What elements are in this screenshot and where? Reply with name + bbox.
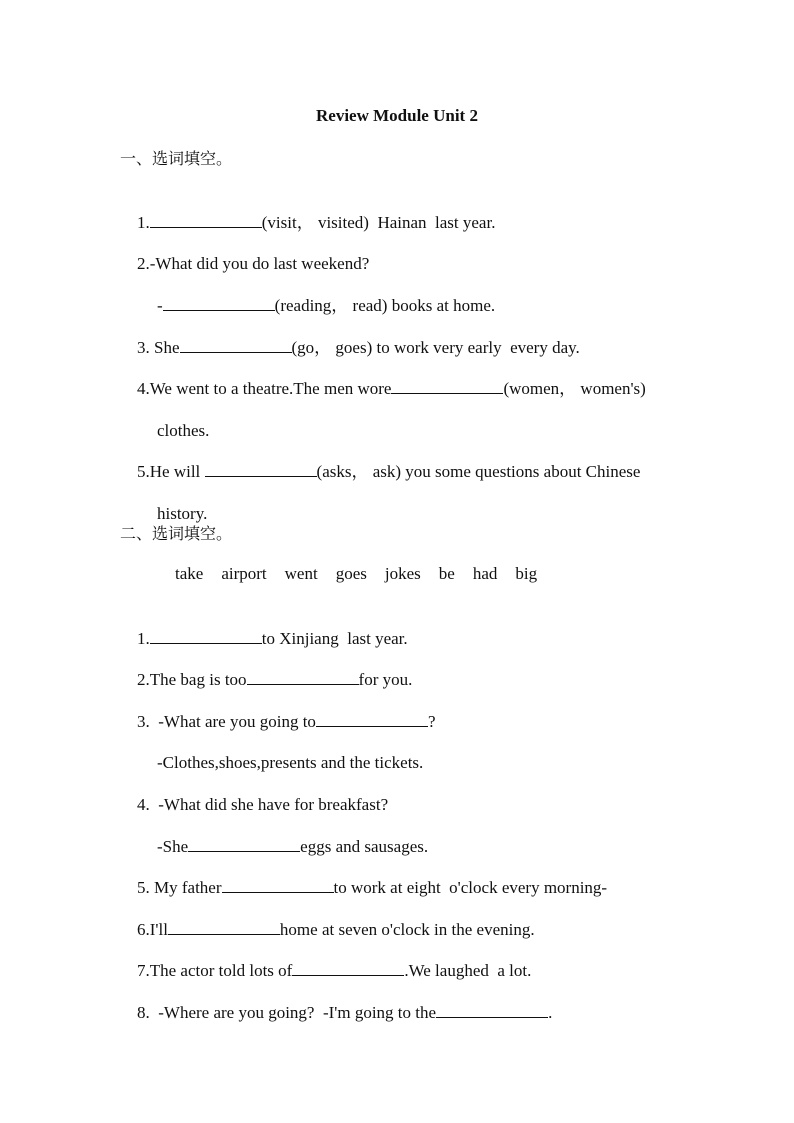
word-bank-item: big xyxy=(515,564,538,583)
answer-blank[interactable] xyxy=(205,462,317,477)
word-bank-item: be xyxy=(438,564,455,583)
s1-question-3: 3. She (go， goes) to work very early every day. xyxy=(137,338,580,357)
answer-blank[interactable] xyxy=(150,629,262,644)
s2-question-4-answer: -She eggs and sausages. xyxy=(157,837,429,856)
word-bank-item: went xyxy=(284,564,318,583)
s2-question-8: 8. -Where are you going? -I'm going to the . xyxy=(137,1003,553,1022)
s2-question-3-answer: -Clothes,shoes,presents and the tickets. xyxy=(157,753,424,772)
s2-question-7: 7.The actor told lots of .We laughed a lot. xyxy=(137,961,532,980)
answer-blank[interactable] xyxy=(391,379,503,394)
s2-question-4: 4. -What did she have for breakfast? xyxy=(137,795,389,814)
answer-blank[interactable] xyxy=(163,296,275,311)
s1-question-5-cont: history. xyxy=(157,504,208,523)
s2-question-2: 2.The bag is too for you. xyxy=(137,670,413,689)
s1-question-4-cont: clothes. xyxy=(157,421,210,440)
word-bank-item: airport xyxy=(221,564,267,583)
answer-blank[interactable] xyxy=(436,1003,548,1018)
word-bank-item: jokes xyxy=(384,564,421,583)
answer-blank[interactable] xyxy=(292,961,404,976)
section2-heading: 二、选词填空。 xyxy=(120,524,233,543)
word-bank-item: had xyxy=(472,564,498,583)
s2-question-5: 5. My father to work at eight o'clock every morning- xyxy=(137,878,608,897)
answer-blank[interactable] xyxy=(188,837,300,852)
s1-question-2-answer: - (reading， read) books at home. xyxy=(157,296,496,315)
s1-question-1: 1. (visit， visited) Hainan last year. xyxy=(137,213,496,232)
word-bank xyxy=(175,564,555,584)
s2-question-3: 3. -What are you going to ? xyxy=(137,712,436,731)
section1-heading: 一、选词填空。 xyxy=(120,149,233,168)
s2-question-1: 1. to Xinjiang last year. xyxy=(137,629,408,648)
answer-blank[interactable] xyxy=(247,670,359,685)
s2-question-6: 6.I'll home at seven o'clock in the evening. xyxy=(137,920,535,939)
answer-blank[interactable] xyxy=(168,920,280,935)
word-bank-item: take xyxy=(175,564,204,583)
s1-question-4: 4.We went to a theatre.The men wore (women， women's) xyxy=(137,379,646,398)
answer-blank[interactable] xyxy=(150,213,262,228)
answer-blank[interactable] xyxy=(180,338,292,353)
answer-blank[interactable] xyxy=(222,878,334,893)
s1-question-5: 5.He will (asks， ask) you some questions about Chinese xyxy=(137,462,641,481)
answer-blank[interactable] xyxy=(316,712,428,727)
s1-question-2: 2.-What did you do last weekend? xyxy=(137,254,370,273)
word-bank-item: goes xyxy=(335,564,367,583)
page-title: Review Module Unit 2 xyxy=(316,106,478,125)
